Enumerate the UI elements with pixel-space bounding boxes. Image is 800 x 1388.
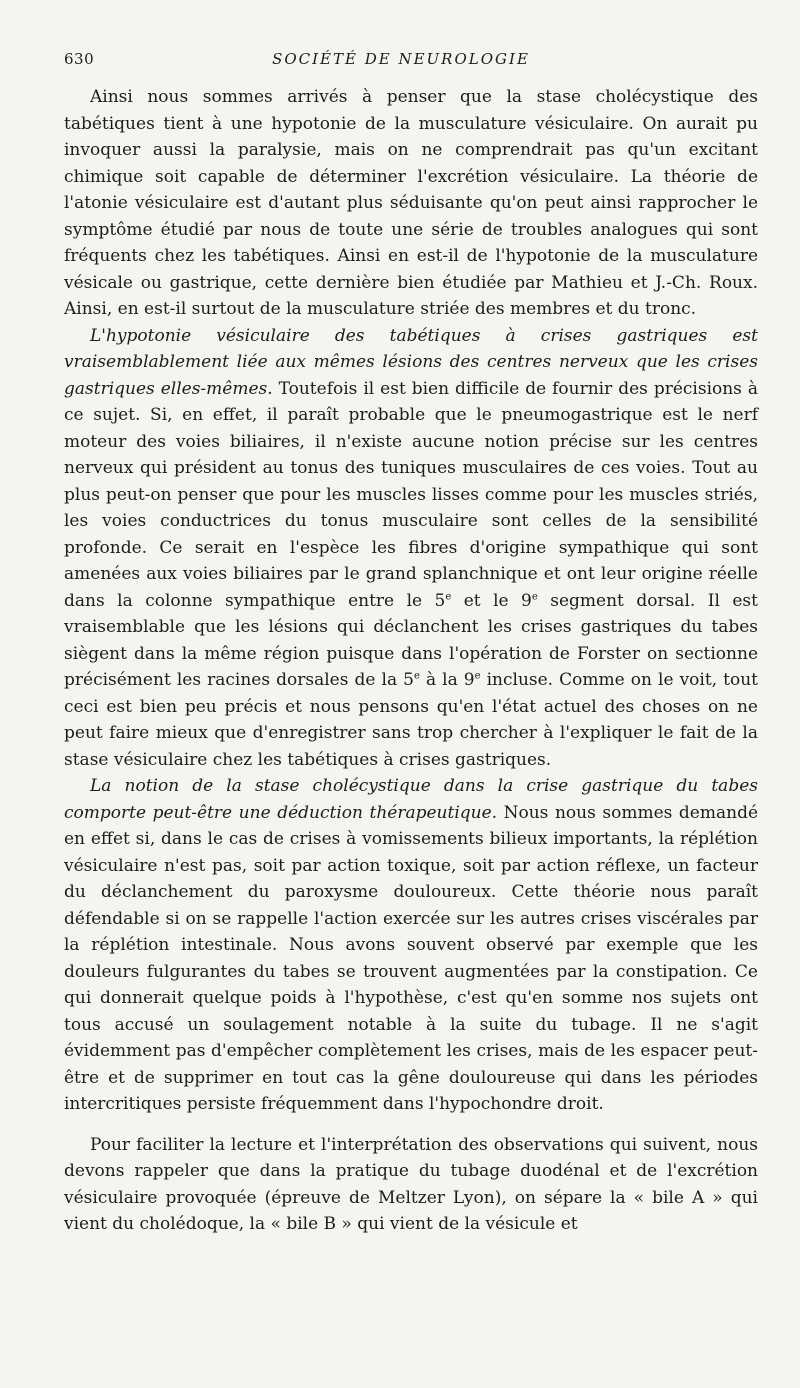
paragraph-1-text: Ainsi nous sommes arrivés à penser que la stase cholécystique des tabétiques tient à une hypotonie de la musculature vésiculaire. On aurait pu invoquer aussi la paralysie, mais on ne comprendrait pas qu'un excitant chimique soit capable de déterminer l'excrétion vésiculaire. La théorie de l'atonie vésiculaire est d'autant plus séduisante qu'on peut ainsi rapprocher le symptôme étudié par nous de toute une série de troubles analogues qui sont fréquents chez les tabétiques. Ainsi en est-il de l'hypotonie de la musculature vésicale ou gastrique, cette dernière bien étudiée par Mathieu et J.-Ch. Roux. Ainsi, en est-il surtout de la musculature striée des membres et du tronc.: [64, 87, 758, 319]
body-text: [64, 84, 758, 1238]
paragraph-3-text: Nous nous sommes demandé en effet si, dans le cas de crises à vomissements bilieux importants, la réplétion vésiculaire n'est pas, soit par action toxique, soit par action réflexe, un facteur du déclanchement du paroxysme douloureux. Cette théorie nous paraît défendable si on se rappelle l'action exercée sur les autres crises viscérales par la réplétion intestinale. Nous avons souvent observé par exemple que les douleurs fulgurantes du tabes se trouvent augmentées par la constipation. Ce qui donnerait quelque poids à l'hypothèse, c'est qu'en somme nos sujets ont tous accusé un soulagement notable à la suite du tubage. Il ne s'agit évidemment pas d'empêcher complètement les crises, mais de les espacer peut-être et de supprimer en tout cas la gêne douloureuse qui dans les périodes intercritiques persiste fréquemment dans l'hypochondre droit.: [64, 802, 759, 1114]
paragraph-2-italic-lead: L'hypotonie vésiculaire des tabétiques à crises gastriques est vraisemblablement liée aux mêmes lésions des centres nerveux que les crises gastriques elles-mêmes.: [64, 325, 758, 399]
page-number: 630: [64, 50, 95, 68]
paragraph-4: [64, 1132, 758, 1238]
paragraph-2-text-2: et le 9: [451, 590, 532, 611]
paragraph-3: [64, 773, 758, 1118]
paragraph-3-italic-lead: La notion de la stase cholécystique dans la crise gastrique du tabes comporte peut-être une déduction thérapeutique.: [64, 776, 758, 823]
superscript: e: [413, 670, 420, 682]
paragraph-2-text-1: Toutefois il est bien difficile de fournir des précisions à ce sujet. Si, en effet, il paraît probable que le pneumogastrique est le nerf moteur des voies biliaires, il n'existe aucune notion précise sur les centres nerveux qui président au tonus des tuniques musculaires de ces voies. Tout au plus peut-on penser que pour les muscles lisses comme pour les muscles striés, les voies conductrices du tonus musculaire sont celles de la sensibilité profonde. Ce serait en l'espèce les fibres d'origine sympathique qui sont amenées aux voies biliaires par le grand splanchnique et ont leur origine réelle dans la colonne sympathique entre le 5: [64, 378, 758, 611]
superscript: e: [474, 670, 481, 682]
superscript: e: [445, 590, 452, 602]
paragraph-1: [64, 84, 758, 323]
paragraph-2: [64, 323, 758, 774]
running-head: SOCIÉTÉ DE NEUROLOGIE: [272, 50, 530, 68]
paragraph-2-text-5: incluse. Comme on le voit, tout ceci est bien peu précis et nous pensons qu'en l'état actuel des choses on ne peut faire mieux que d'enregistrer sans trop chercher à l'expliquer le fait de la stase vésiculaire chez les tabétiques à crises gastriques.: [64, 670, 758, 770]
page-header: [64, 44, 738, 70]
superscript: e: [531, 590, 538, 602]
paragraph-2-text-3: segment dorsal. Il est vraisemblable que les lésions qui déclanchent les crises gastriques du tabes siègent dans la même région puisque dans l'opération de Forster on sectionne précisément les racines dorsales de la 5: [64, 590, 758, 690]
paragraph-4-text: Pour faciliter la lecture et l'interprétation des observations qui suivent, nous devons rappeler que dans la pratique du tubage duodénal et de l'excrétion vésiculaire provoquée (épreuve de Meltzer Lyon), on sépare la « bile A » qui vient du cholédoque, la « bile B » qui vient de la vésicule et: [64, 1134, 758, 1234]
paragraph-2-text-4: à la 9: [419, 670, 475, 690]
